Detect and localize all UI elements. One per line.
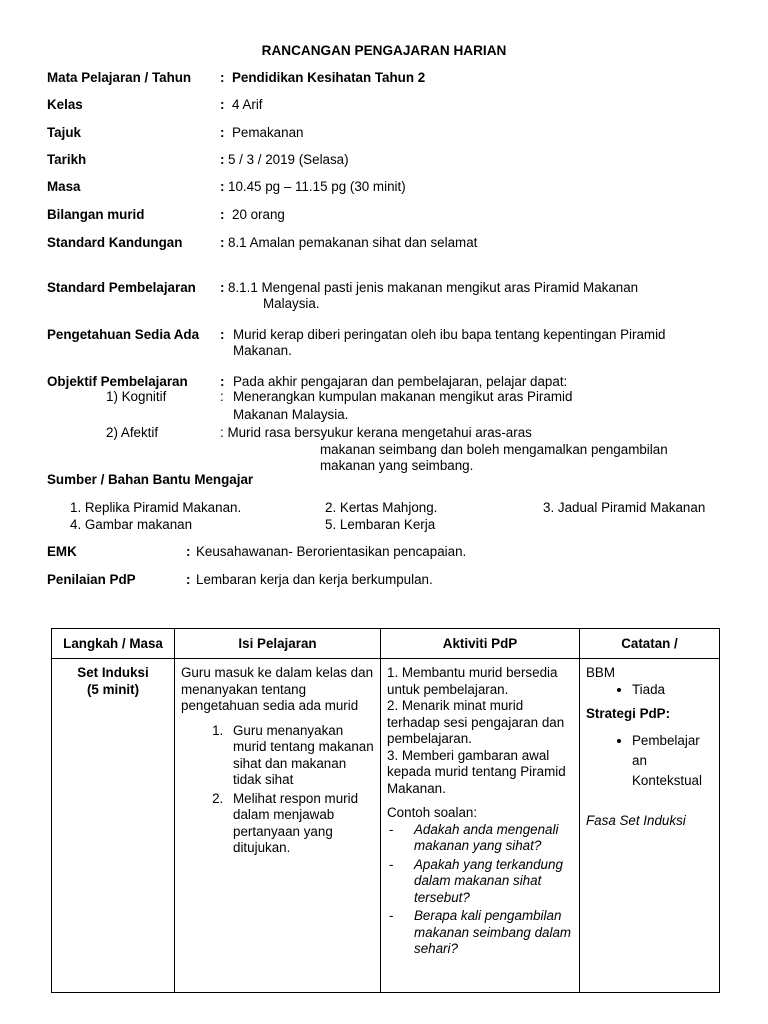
resource-item-5: 5. Lembaran Kerja xyxy=(325,517,436,532)
table-header-row xyxy=(52,629,720,659)
pupils-value: 20 orang xyxy=(232,207,285,222)
emk-colon: : xyxy=(186,544,191,559)
content-standard-label: Standard Kandungan xyxy=(47,235,183,250)
notes-bbm-list xyxy=(586,682,713,699)
resource-item-1: 1. Replika Piramid Makanan. xyxy=(70,500,242,515)
activity-line-3: 3. Memberi gambaran awal kepada murid tentang Piramid Makanan. xyxy=(387,747,566,796)
list-item: 2. Melihat respon murid dalam menjawab pertanyaan yang ditujukan. xyxy=(227,791,374,857)
topic-label: Tajuk xyxy=(47,125,81,140)
class-value: 4 Arif xyxy=(232,97,263,112)
objective-cognitive-colon: : xyxy=(220,389,224,404)
activity-line-2: 2. Menarik minat murid terhadap sesi pengajaran dan pembelajaran. xyxy=(387,698,565,746)
content-cell xyxy=(175,659,381,993)
content-standard-colon: : xyxy=(220,235,225,250)
list-item: - Adakah anda mengenali makanan yang sihat? xyxy=(387,822,573,855)
learning-standard-label: Standard Pembelajaran xyxy=(47,280,196,295)
activity-cell xyxy=(381,659,580,993)
questions-label: Contoh soalan: xyxy=(387,805,478,820)
objective-affective-line3: makanan yang seimbang. xyxy=(320,458,474,473)
activity-line-1: 1. Membantu murid bersedia untuk pembelajaran. xyxy=(387,665,558,697)
date-colon: : xyxy=(220,152,225,167)
resource-item-4: 4. Gambar makanan xyxy=(70,517,193,532)
class-colon: : xyxy=(220,97,225,112)
lesson-table xyxy=(51,628,720,993)
learning-standard-colon: : xyxy=(220,280,225,295)
notes-strategy-list xyxy=(586,731,713,791)
notes-phase: Fasa Set Induksi xyxy=(586,812,686,828)
topic-colon: : xyxy=(220,125,225,140)
resource-item-3: 3. Jadual Piramid Makanan xyxy=(543,500,706,515)
notes-cell xyxy=(580,659,720,993)
resource-item-2: 2. Kertas Mahjong. xyxy=(325,500,438,515)
topic-value: Pemakanan xyxy=(232,125,304,140)
page-title: RANCANGAN PENGAJARAN HARIAN xyxy=(261,43,507,58)
objective-affective-line2: makanan seimbang dan boleh mengamalkan pengambilan xyxy=(320,442,668,457)
content-standard-value: 8.1 Amalan pemakanan sihat dan selamat xyxy=(228,235,478,250)
emk-value: Keusahawanan- Berorientasikan pencapaian. xyxy=(196,544,467,559)
emk-label: EMK xyxy=(47,544,77,559)
notes-strategy-label: Strategi PdP: xyxy=(586,706,671,721)
prior-knowledge-colon: : xyxy=(220,327,225,342)
objective-affective-label: 2) Afektif xyxy=(106,425,159,440)
subject-value: Pendidikan Kesihatan Tahun 2 xyxy=(232,70,426,85)
objective-cognitive-label: 1) Kognitif xyxy=(106,389,167,404)
objective-cognitive-line2: Makanan Malaysia. xyxy=(233,407,349,422)
table-row xyxy=(52,659,720,993)
date-value: 5 / 3 / 2019 (Selasa) xyxy=(228,152,349,167)
assessment-colon: : xyxy=(186,572,191,587)
learning-standard-value-line1: 8.1.1 Mengenal pasti jenis makanan mengikut aras Piramid Makanan xyxy=(228,280,639,295)
content-intro: Guru masuk ke dalam kelas dan menanyakan tentang pengetahuan sedia ada murid xyxy=(181,665,374,713)
list-item: • Pembelajar an Kontekstual xyxy=(632,731,705,791)
learning-standard-value-line2: Malaysia. xyxy=(263,296,320,311)
assessment-value: Lembaran kerja dan kerja berkumpulan. xyxy=(196,572,433,587)
list-item: • Tiada xyxy=(632,682,713,699)
time-colon: : xyxy=(220,179,225,194)
subject-label: Mata Pelajaran / Tahun xyxy=(47,70,192,85)
prior-knowledge-value-line1: Murid kerap diberi peringatan oleh ibu bapa tentang kepentingan Piramid xyxy=(233,327,666,342)
objective-affective-line1: : Murid rasa bersyukur kerana mengetahui aras-aras xyxy=(220,425,532,440)
header-activity: Aktiviti PdP xyxy=(381,629,580,659)
objectives-label: Objektif Pembelajaran xyxy=(47,374,188,389)
pupils-label: Bilangan murid xyxy=(47,207,145,222)
objectives-colon: : xyxy=(220,374,225,389)
notes-bbm: BBM xyxy=(586,665,616,680)
subject-colon: : xyxy=(220,70,225,85)
list-item: 1. Guru menanyakan murid tentang makanan sihat dan makanan tidak sihat xyxy=(227,723,374,789)
time-label: Masa xyxy=(47,179,81,194)
step-duration: (5 minit) xyxy=(86,681,140,697)
prior-knowledge-label: Pengetahuan Sedia Ada xyxy=(47,327,200,342)
step-name: Set Induksi xyxy=(77,665,149,680)
time-value: 10.45 pg – 11.15 pg (30 minit) xyxy=(228,179,406,194)
header-notes: Catatan / xyxy=(580,629,720,659)
step-cell xyxy=(52,659,175,993)
resources-label: Sumber / Bahan Bantu Mengajar xyxy=(47,472,254,487)
content-steps-list xyxy=(181,723,374,857)
header-content: Isi Pelajaran xyxy=(175,629,381,659)
header-step: Langkah / Masa xyxy=(52,629,175,659)
pupils-colon: : xyxy=(220,207,225,222)
class-label: Kelas xyxy=(47,97,83,112)
prior-knowledge-value-line2: Makanan. xyxy=(233,343,292,358)
objectives-value: Pada akhir pengajaran dan pembelajaran, pelajar dapat: xyxy=(233,374,568,389)
assessment-label: Penilaian PdP xyxy=(47,572,136,587)
questions-list xyxy=(387,822,573,958)
list-item: - Apakah yang terkandung dalam makanan sihat tersebut? xyxy=(387,857,573,907)
objective-cognitive-line1: Menerangkan kumpulan makanan mengikut aras Piramid xyxy=(233,389,573,404)
list-item: - Berapa kali pengambilan makanan seimbang dalam sehari? xyxy=(387,908,573,958)
date-label: Tarikh xyxy=(47,152,87,167)
